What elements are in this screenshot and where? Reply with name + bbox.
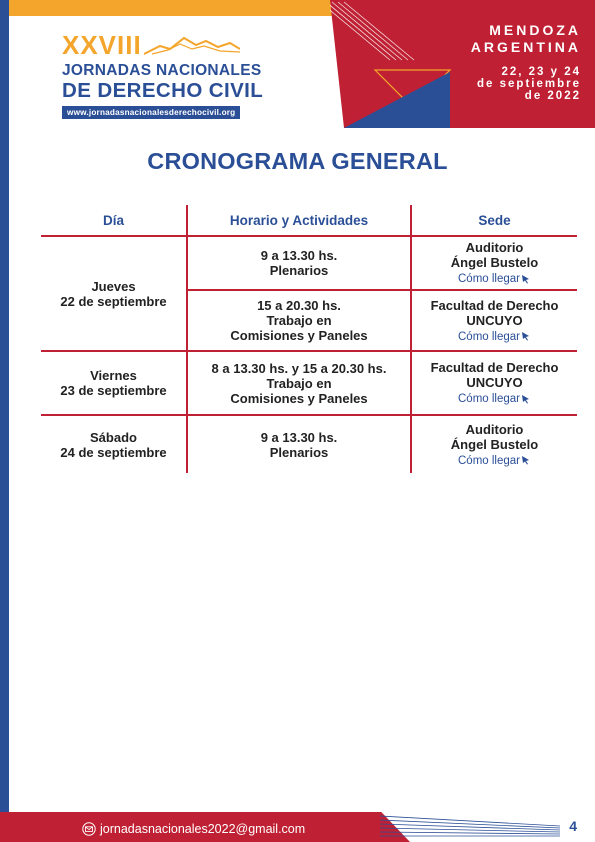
pointer-cursor-icon [521, 331, 531, 341]
venue-cell: Auditorio Ángel Bustelo Cómo llegar [450, 421, 539, 467]
day-cell: Jueves 22 de septiembre [41, 236, 187, 351]
logo-title-line1: JORNADAS NACIONALES [62, 62, 262, 80]
logo-website[interactable]: www.jornadasnacionalesderechocivil.org [62, 106, 240, 119]
page-number: 4 [569, 818, 577, 834]
day-cell: Sábado 24 de septiembre [60, 429, 167, 460]
schedule-cell: 9 a 13.30 hs. Plenarios [187, 415, 411, 473]
left-accent-bar [0, 0, 9, 842]
directions-link[interactable]: Cómo llegar [458, 331, 531, 344]
schedule-cell: 9 a 13.30 hs. Plenarios [187, 236, 411, 290]
event-location [471, 22, 581, 56]
event-logo [62, 30, 282, 120]
envelope-icon [82, 822, 96, 836]
schedule-header-row [41, 205, 577, 236]
logo-roman-numeral: XXVIII [62, 30, 282, 58]
event-dates [477, 66, 581, 102]
logo-title-line2: DE DERECHO CIVIL [62, 79, 264, 103]
directions-link[interactable]: Cómo llegar [458, 393, 531, 406]
email-text[interactable]: jornadasnacionales2022@gmail.com [100, 822, 306, 836]
location-city: MENDOZA [489, 22, 581, 38]
page-title: CRONOGRAMA GENERAL [147, 148, 448, 174]
pointer-cursor-icon [521, 455, 531, 465]
header-graphic [330, 0, 595, 128]
schedule-cell: 15 a 20.30 hs. Trabajo en Comisiones y Paneles [187, 290, 411, 351]
footer-email[interactable] [82, 822, 305, 836]
dates-line3: de 2022 [524, 90, 581, 102]
schedule-table [41, 205, 577, 473]
footer-lines-decoration [380, 812, 560, 842]
venue-cell: Facultad de Derecho UNCUYO Cómo llegar [411, 290, 577, 351]
venue-cell: Facultad de Derecho UNCUYO Cómo llegar [411, 351, 577, 415]
table-row [41, 236, 577, 290]
location-country: ARGENTINA [470, 39, 581, 55]
dates-line2: de septiembre [477, 78, 581, 90]
schedule-cell: 8 a 13.30 hs. y 15 a 20.30 hs. Trabajo en Comisiones y Paneles [187, 351, 411, 415]
mountains-icon [144, 34, 240, 56]
pointer-cursor-icon [521, 274, 531, 284]
table-row [41, 351, 577, 415]
header-venue: Sede [411, 205, 577, 236]
dates-line1: 22, 23 y 24 [501, 66, 581, 78]
directions-link[interactable]: Cómo llegar [458, 455, 531, 468]
pointer-cursor-icon [521, 394, 531, 404]
table-row [41, 415, 577, 473]
day-cell: Viernes 23 de septiembre [41, 351, 187, 415]
directions-link[interactable]: Cómo llegar [458, 273, 531, 286]
header-schedule: Horario y Actividades [187, 205, 411, 236]
header-day: Día [41, 205, 187, 236]
venue-cell: Auditorio Ángel Bustelo Cómo llegar [411, 236, 577, 290]
